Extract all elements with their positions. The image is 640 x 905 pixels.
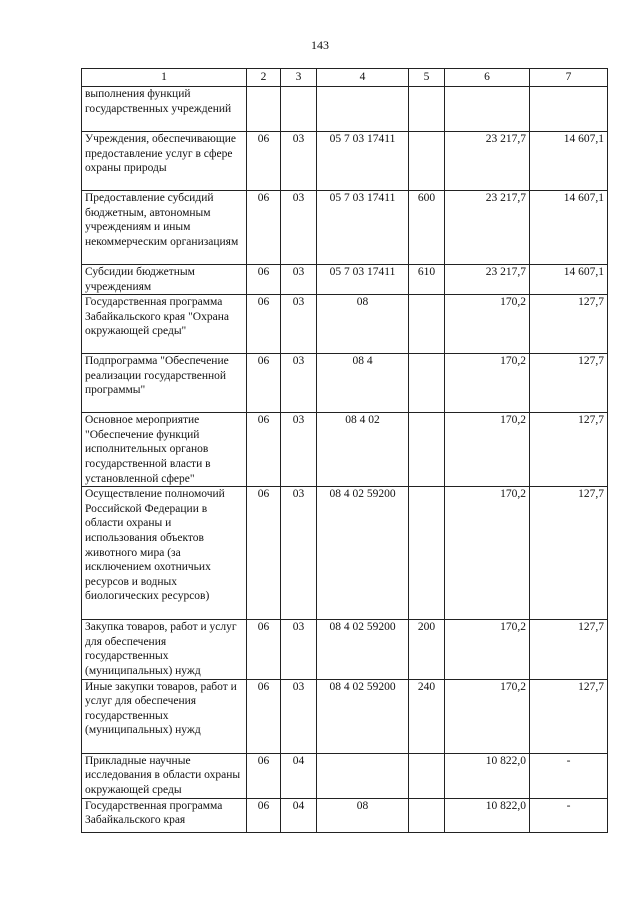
amount-executed: 127,7 xyxy=(530,354,608,413)
row-name: Государственная программа Забайкальского края xyxy=(82,798,247,832)
amount-executed: 127,7 xyxy=(530,679,608,753)
amount-planned: 170,2 xyxy=(445,295,530,354)
row-name: Основное мероприятие "Обеспечение функций исполнительных органов государственной власти в установленной сфере" xyxy=(82,413,247,487)
row-name: Государственная программа Забайкальского края "Охрана окружающей среды" xyxy=(82,295,247,354)
amount-executed: 127,7 xyxy=(530,413,608,487)
table-row xyxy=(82,354,608,413)
table-row xyxy=(82,679,608,753)
table-row xyxy=(82,87,608,132)
section-code: 06 xyxy=(247,753,281,798)
amount-executed: 127,7 xyxy=(530,620,608,679)
table-row xyxy=(82,295,608,354)
budget-table xyxy=(81,68,608,833)
amount-planned: 170,2 xyxy=(445,413,530,487)
target-article-code: 08 4 02 59200 xyxy=(317,620,409,679)
row-name: Закупка товаров, работ и услуг для обеспечения государственных (муниципальных) нужд xyxy=(82,620,247,679)
table-row xyxy=(82,265,608,295)
subsection-code: 03 xyxy=(281,413,317,487)
expense-type-code xyxy=(409,132,445,191)
section-code: 06 xyxy=(247,620,281,679)
expense-type-code: 600 xyxy=(409,191,445,265)
amount-planned: 23 217,7 xyxy=(445,265,530,295)
expense-type-code: 610 xyxy=(409,265,445,295)
row-name: Осуществление полномочий Российской Федерации в области охраны и использования объектов животного мира (за исключением охотничьих ресурсов и водных биологических ресурсов) xyxy=(82,487,247,620)
amount-planned: 10 822,0 xyxy=(445,753,530,798)
table-header-row xyxy=(82,69,608,87)
table-row xyxy=(82,191,608,265)
row-name: Иные закупки товаров, работ и услуг для обеспечения государственных (муниципальных) нужд xyxy=(82,679,247,753)
amount-executed: 127,7 xyxy=(530,295,608,354)
section-code: 06 xyxy=(247,487,281,620)
amount-executed: - xyxy=(530,753,608,798)
target-article-code: 05 7 03 17411 xyxy=(317,132,409,191)
table-row xyxy=(82,413,608,487)
row-name: Прикладные научные исследования в области охраны окружающей среды xyxy=(82,753,247,798)
expense-type-code xyxy=(409,413,445,487)
target-article-code: 05 7 03 17411 xyxy=(317,265,409,295)
amount-planned: 23 217,7 xyxy=(445,191,530,265)
section-code: 06 xyxy=(247,798,281,832)
target-article-code: 08 4 02 xyxy=(317,413,409,487)
amount-planned: 170,2 xyxy=(445,487,530,620)
column-header: 5 xyxy=(409,69,445,87)
amount-planned: 23 217,7 xyxy=(445,132,530,191)
amount-planned: 10 822,0 xyxy=(445,798,530,832)
subsection-code: 03 xyxy=(281,487,317,620)
section-code: 06 xyxy=(247,679,281,753)
expense-type-code: 240 xyxy=(409,679,445,753)
target-article-code xyxy=(317,87,409,132)
target-article-code: 08 4 02 59200 xyxy=(317,679,409,753)
subsection-code: 03 xyxy=(281,620,317,679)
column-header: 2 xyxy=(247,69,281,87)
section-code: 06 xyxy=(247,132,281,191)
section-code: 06 xyxy=(247,265,281,295)
subsection-code: 03 xyxy=(281,354,317,413)
table-row xyxy=(82,487,608,620)
expense-type-code xyxy=(409,354,445,413)
amount-planned xyxy=(445,87,530,132)
section-code: 06 xyxy=(247,295,281,354)
amount-planned: 170,2 xyxy=(445,620,530,679)
subsection-code: 04 xyxy=(281,753,317,798)
section-code xyxy=(247,87,281,132)
section-code: 06 xyxy=(247,191,281,265)
expense-type-code xyxy=(409,87,445,132)
column-header: 6 xyxy=(445,69,530,87)
row-name: Субсидии бюджетным учреждениям xyxy=(82,265,247,295)
table-row xyxy=(82,620,608,679)
amount-executed: 14 607,1 xyxy=(530,265,608,295)
row-name: Подпрограмма "Обеспечение реализации государственной программы" xyxy=(82,354,247,413)
column-header: 3 xyxy=(281,69,317,87)
column-header: 1 xyxy=(82,69,247,87)
amount-executed: 14 607,1 xyxy=(530,132,608,191)
section-code: 06 xyxy=(247,354,281,413)
target-article-code: 08 4 02 59200 xyxy=(317,487,409,620)
target-article-code: 08 xyxy=(317,295,409,354)
subsection-code: 04 xyxy=(281,798,317,832)
amount-executed: - xyxy=(530,798,608,832)
page-number: 143 xyxy=(311,38,329,52)
section-code: 06 xyxy=(247,413,281,487)
target-article-code: 05 7 03 17411 xyxy=(317,191,409,265)
amount-executed: 127,7 xyxy=(530,487,608,620)
expense-type-code xyxy=(409,798,445,832)
target-article-code: 08 xyxy=(317,798,409,832)
amount-planned: 170,2 xyxy=(445,354,530,413)
subsection-code: 03 xyxy=(281,295,317,354)
amount-executed xyxy=(530,87,608,132)
subsection-code: 03 xyxy=(281,679,317,753)
table-row xyxy=(82,753,608,798)
subsection-code xyxy=(281,87,317,132)
subsection-code: 03 xyxy=(281,265,317,295)
column-header: 4 xyxy=(317,69,409,87)
table-row xyxy=(82,798,608,832)
amount-planned: 170,2 xyxy=(445,679,530,753)
subsection-code: 03 xyxy=(281,132,317,191)
expense-type-code xyxy=(409,487,445,620)
column-header: 7 xyxy=(530,69,608,87)
target-article-code xyxy=(317,753,409,798)
table-row xyxy=(82,132,608,191)
expense-type-code: 200 xyxy=(409,620,445,679)
amount-executed: 14 607,1 xyxy=(530,191,608,265)
row-name: Предоставление субсидий бюджетным, автономным учреждениям и иным некоммерческим организациям xyxy=(82,191,247,265)
expense-type-code xyxy=(409,295,445,354)
target-article-code: 08 4 xyxy=(317,354,409,413)
subsection-code: 03 xyxy=(281,191,317,265)
row-name: выполнения функций государственных учреждений xyxy=(82,87,247,132)
expense-type-code xyxy=(409,753,445,798)
row-name: Учреждения, обеспечивающие предоставление услуг в сфере охраны природы xyxy=(82,132,247,191)
